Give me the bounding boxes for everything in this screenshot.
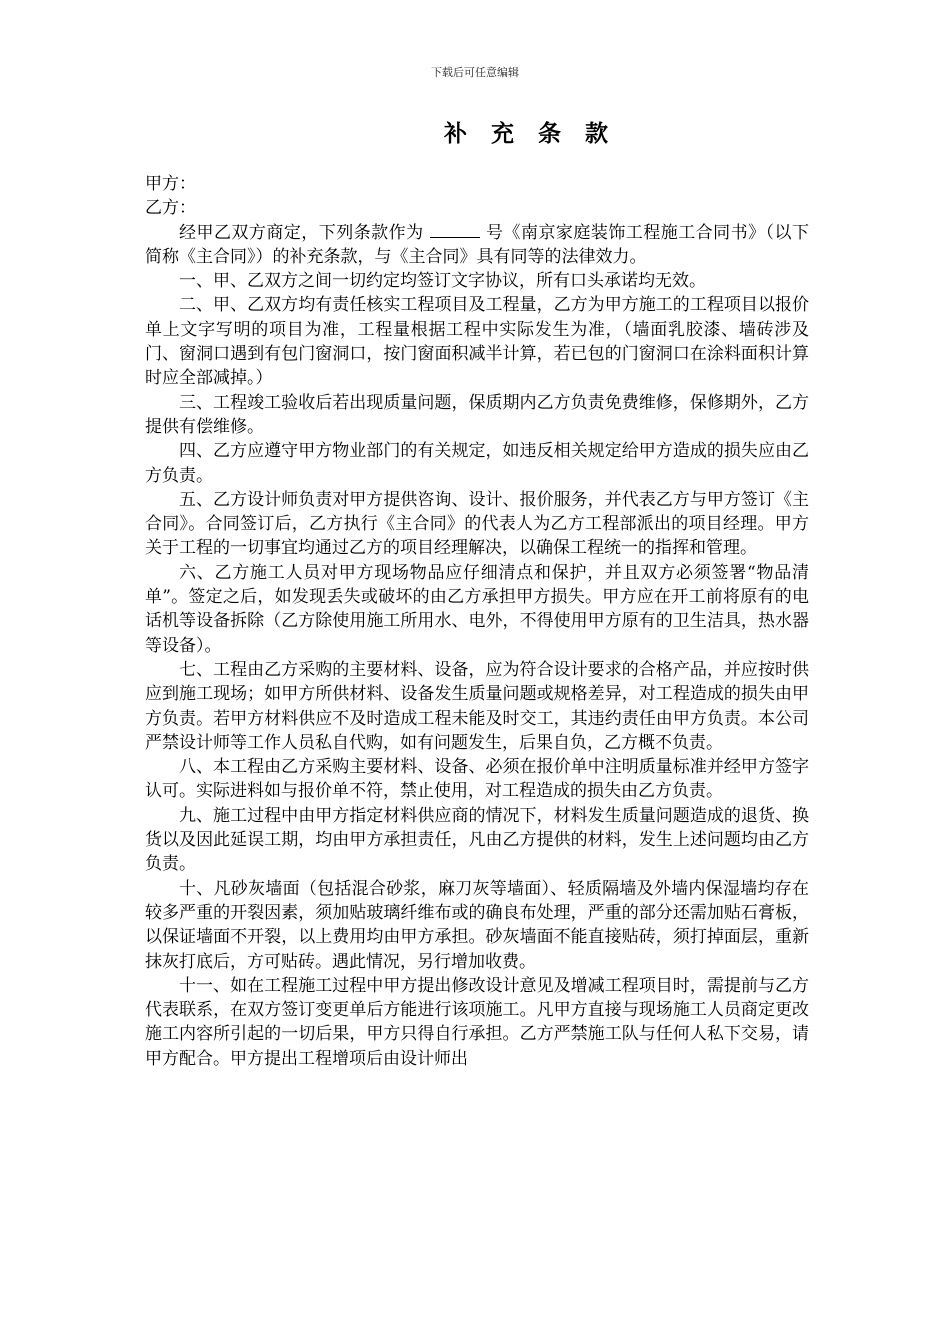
clause-10: 十、凡砂灰墙面（包括混合砂浆，麻刀灰等墙面）、轻质隔墙及外墙内保湿墙均存在较多严重的开裂因素，须加贴玻璃纤维布或的确良布处理，严重的部分还需加贴石膏板，以保证墙面不开裂，以上费用均由甲方承担。砂灰墙面不能直接贴砖，须打掉面层，重新抹灰打底后，方可贴砖。遇此情况，另行增加收费。	[145, 878, 809, 972]
clause-2: 二、甲、乙双方均有责任核实工程项目及工程量，乙方为甲方施工的工程项目以报价单上文字写明的项目为准，工程量根据工程中实际发生为准，（墙面乳胶漆、墙砖涉及门、窗洞口遇到有包门窗洞口，按门窗面积减半计算，若已包的门窗洞口在涂料面积计算时应全部减掉。）	[145, 295, 809, 389]
document-body	[145, 172, 809, 1071]
intro-text-after: 号《南京家庭装饰工程施工合同书》（以下简称《主合同》）的补充条款，与《主合同》具有同等的法律效力。	[145, 222, 810, 267]
party-b-line: 乙方：	[145, 198, 196, 219]
document-title: 补 充 条 款	[443, 120, 617, 147]
intro-paragraph	[145, 221, 809, 270]
clause-3: 三、工程竣工验收后若出现质量问题，保质期内乙方负责免费维修，保修期外，乙方提供有偿维修。	[145, 392, 809, 437]
clause-7: 七、工程由乙方采购的主要材料、设备，应为符合设计要求的合格产品，并应按时供应到施工现场；如甲方所供材料、设备发生质量问题或规格差异，对工程造成的损失由甲方负责。若甲方材料供应不及时造成工程未能及时交工，其违约责任由甲方负责。本公司严禁设计师等工作人员私自代购，如有问题发生，后果自负，乙方概不负责。	[145, 659, 809, 753]
party-a-line: 甲方：	[145, 174, 196, 194]
clause-6: 六、乙方施工人员对甲方现场物品应仔细清点和保护，并且双方必须签署“物品清单”。签定之后，如发现丢失或破坏的由乙方承担甲方损失。甲方应在开工前将原有的电话机等设备拆除（乙方除使用施工所用水、电外，不得使用甲方原有的卫生洁具，热水器等设备）。	[145, 562, 809, 656]
clause-5: 五、乙方设计师负责对甲方提供咨询、设计、报价服务，并代表乙方与甲方签订《主合同》。合同签订后，乙方执行《主合同》的代表人为乙方工程部派出的项目经理。甲方关于工程的一切事宜均通过乙方的项目经理解决，以确保工程统一的指挥和管理。	[145, 489, 809, 559]
page-header-note: 下载后可任意编辑	[431, 66, 519, 79]
intro-text-before: 经甲乙双方商定，下列条款作为	[179, 222, 424, 243]
clause-1: 一、甲、乙双方之间一切约定均签订文字协议，所有口头承诺均无效。	[179, 271, 706, 292]
clause-4: 四、乙方应遵守甲方物业部门的有关规定，如违反相关规定给甲方造成的损失应由乙方负责。	[145, 441, 809, 486]
clause-8: 八、本工程由乙方采购主要材料、设备、必须在报价单中注明质量标准并经甲方签字认可。实际进料如与报价单不符，禁止使用，对工程造成的损失由乙方负责。	[145, 757, 809, 802]
contract-number-blank	[430, 223, 480, 238]
clause-9: 九、施工过程中由甲方指定材料供应商的情况下，材料发生质量问题造成的退货、换货以及因此延误工期，均由甲方承担责任，凡由乙方提供的材料，发生上述问题均由乙方负责。	[145, 805, 809, 875]
clause-11: 十一、如在工程施工过程中甲方提出修改设计意见及增减工程项目时，需提前与乙方代表联系，在双方签订变更单后方能进行该项施工。凡甲方直接与现场施工人员商定更改施工内容所引起的一切后果，甲方只得自行承担。乙方严禁施工队与任何人私下交易，请甲方配合。甲方提出工程增项后由设计师出	[145, 975, 809, 1069]
